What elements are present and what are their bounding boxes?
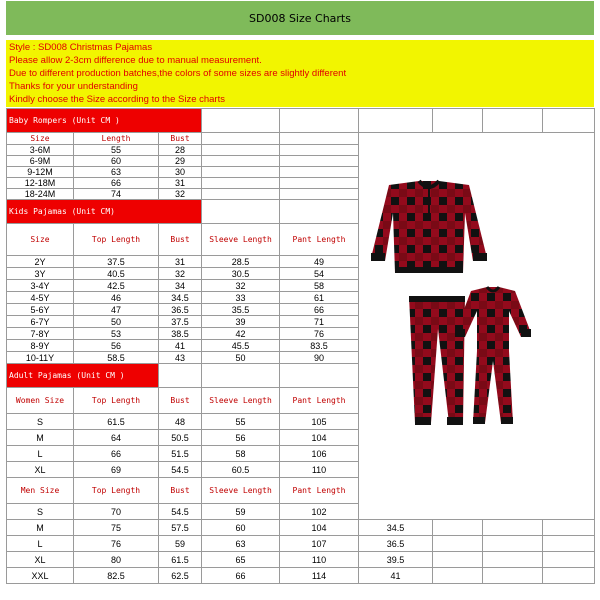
empty-cell <box>202 178 280 189</box>
table-cell: 36.5 <box>359 536 433 552</box>
table-cell: 50 <box>74 316 159 328</box>
table-cell: 47 <box>74 304 159 316</box>
table-cell: 59 <box>159 536 202 552</box>
size-label: L <box>7 446 74 462</box>
notes-box <box>6 40 594 107</box>
table-cell: 34.5 <box>359 520 433 536</box>
size-label: 5-6Y <box>7 304 74 316</box>
table-cell: 82.5 <box>74 568 159 584</box>
table-cell: 60 <box>202 520 280 536</box>
table-cell: 37.5 <box>159 316 202 328</box>
size-label: L <box>7 536 74 552</box>
table-cell: 66 <box>202 568 280 584</box>
note-line: Due to different production batches,the colors of some sizes are slightly different <box>9 68 347 79</box>
table-cell: 56 <box>202 430 280 446</box>
table-cell: 114 <box>280 568 359 584</box>
size-label: S <box>7 414 74 430</box>
empty-cell <box>280 178 359 189</box>
section-header-kids: Kids Pajamas (Unit CM) <box>7 200 202 224</box>
table-cell: 110 <box>280 462 359 478</box>
empty-cell <box>543 568 595 584</box>
column-header: Bust <box>159 224 202 256</box>
empty-cell <box>280 133 359 145</box>
empty-cell <box>280 167 359 178</box>
size-label: XL <box>7 462 74 478</box>
table-cell: 75 <box>74 520 159 536</box>
empty-cell <box>280 200 359 224</box>
table-cell: 56 <box>74 340 159 352</box>
table-cell: 32 <box>159 189 202 200</box>
empty-cell <box>202 189 280 200</box>
table-row <box>7 109 595 133</box>
empty-cell <box>483 552 543 568</box>
table-cell: 41 <box>359 568 433 584</box>
size-label: M <box>7 430 74 446</box>
adult-pants <box>409 296 465 425</box>
empty-cell <box>280 189 359 200</box>
size-label: 12-18M <box>7 178 74 189</box>
empty-cell <box>543 536 595 552</box>
table-cell: 35.5 <box>202 304 280 316</box>
table-cell: 58 <box>280 280 359 292</box>
column-header: Size <box>7 224 74 256</box>
table-cell: 61 <box>280 292 359 304</box>
baby-romper <box>455 287 531 424</box>
table-cell: 39 <box>202 316 280 328</box>
table-cell: 37.5 <box>74 256 159 268</box>
size-label: 3-6M <box>7 145 74 156</box>
section-header-baby: Baby Rompers (Unit CM ) <box>7 109 202 133</box>
empty-cell <box>280 364 359 388</box>
empty-cell <box>433 552 483 568</box>
table-cell: 54.5 <box>159 504 202 520</box>
section-header-adult: Adult Pajamas (Unit CM ) <box>7 364 159 388</box>
size-label: 2Y <box>7 256 74 268</box>
table-cell: 50.5 <box>159 430 202 446</box>
empty-cell <box>280 145 359 156</box>
table-cell: 74 <box>74 189 159 200</box>
plaid-pajama-icon <box>359 133 544 433</box>
table-cell: 63 <box>74 167 159 178</box>
empty-cell <box>543 109 595 133</box>
table-cell: 30.5 <box>202 268 280 280</box>
table-cell: 33 <box>202 292 280 304</box>
table-cell: 28 <box>159 145 202 156</box>
table-cell: 110 <box>280 552 359 568</box>
empty-cell <box>543 552 595 568</box>
column-header: Pant Length <box>280 388 359 414</box>
table-cell: 66 <box>74 178 159 189</box>
table-cell: 42.5 <box>74 280 159 292</box>
size-chart-table <box>6 108 595 584</box>
size-label: 3Y <box>7 268 74 280</box>
column-header: Bust <box>159 388 202 414</box>
table-cell: 71 <box>280 316 359 328</box>
empty-cell <box>543 520 595 536</box>
note-line: Please allow 2-3cm difference due to manual measurement. <box>9 55 262 66</box>
table-cell: 58 <box>202 446 280 462</box>
table-cell: 50 <box>202 352 280 364</box>
empty-cell <box>202 133 280 145</box>
column-header: Sleeve Length <box>202 478 280 504</box>
size-label: XL <box>7 552 74 568</box>
table-cell: 83.5 <box>280 340 359 352</box>
empty-cell <box>433 520 483 536</box>
table-cell: 57.5 <box>159 520 202 536</box>
note-line: Kindly choose the Size according to the Size charts <box>9 94 225 105</box>
table-cell: 39.5 <box>359 552 433 568</box>
table-cell: 64 <box>74 430 159 446</box>
table-cell: 53 <box>74 328 159 340</box>
table-cell: 41 <box>159 340 202 352</box>
table-cell: 70 <box>74 504 159 520</box>
table-cell: 105 <box>280 414 359 430</box>
table-cell: 32 <box>159 268 202 280</box>
product-photo <box>359 133 595 520</box>
table-cell: 61.5 <box>159 552 202 568</box>
table-row <box>7 536 595 552</box>
column-header: Pant Length <box>280 478 359 504</box>
table-cell: 107 <box>280 536 359 552</box>
empty-cell <box>159 364 202 388</box>
table-cell: 45.5 <box>202 340 280 352</box>
column-header: Sleeve Length <box>202 388 280 414</box>
empty-cell <box>433 109 483 133</box>
size-label: XXL <box>7 568 74 584</box>
table-cell: 66 <box>280 304 359 316</box>
table-cell: 104 <box>280 520 359 536</box>
column-header: Length <box>74 133 159 145</box>
table-row <box>7 568 595 584</box>
table-cell: 40.5 <box>74 268 159 280</box>
adult-top <box>371 181 487 273</box>
note-line: Style : SD008 Christmas Pajamas <box>9 42 153 53</box>
table-cell: 58.5 <box>74 352 159 364</box>
table-cell: 28.5 <box>202 256 280 268</box>
size-label: 4-5Y <box>7 292 74 304</box>
table-cell: 34 <box>159 280 202 292</box>
size-label: 9-12M <box>7 167 74 178</box>
table-cell: 69 <box>74 462 159 478</box>
empty-cell <box>483 536 543 552</box>
table-cell: 51.5 <box>159 446 202 462</box>
table-cell: 102 <box>280 504 359 520</box>
empty-cell <box>483 109 543 133</box>
column-header: Bust <box>159 478 202 504</box>
empty-cell <box>202 109 280 133</box>
table-cell: 31 <box>159 256 202 268</box>
table-cell: 31 <box>159 178 202 189</box>
table-cell: 63 <box>202 536 280 552</box>
table-cell: 65 <box>202 552 280 568</box>
table-row <box>7 520 595 536</box>
size-label: 10-11Y <box>7 352 74 364</box>
table-row <box>7 552 595 568</box>
empty-cell <box>202 145 280 156</box>
table-cell: 60.5 <box>202 462 280 478</box>
column-header: Top Length <box>74 224 159 256</box>
column-header: Top Length <box>74 478 159 504</box>
table-cell: 62.5 <box>159 568 202 584</box>
table-cell: 104 <box>280 430 359 446</box>
table-cell: 38.5 <box>159 328 202 340</box>
table-cell: 32 <box>202 280 280 292</box>
table-cell: 29 <box>159 156 202 167</box>
empty-cell <box>359 109 433 133</box>
size-label: 18-24M <box>7 189 74 200</box>
table-cell: 55 <box>202 414 280 430</box>
column-header: Women Size <box>7 388 74 414</box>
table-cell: 54 <box>280 268 359 280</box>
size-label: 7-8Y <box>7 328 74 340</box>
table-cell: 80 <box>74 552 159 568</box>
table-cell: 60 <box>74 156 159 167</box>
table-cell: 43 <box>159 352 202 364</box>
table-cell: 48 <box>159 414 202 430</box>
empty-cell <box>433 568 483 584</box>
table-cell: 49 <box>280 256 359 268</box>
size-label: 3-4Y <box>7 280 74 292</box>
table-cell: 55 <box>74 145 159 156</box>
table-cell: 59 <box>202 504 280 520</box>
page-title: SD008 Size Charts <box>6 1 594 35</box>
empty-cell <box>483 520 543 536</box>
table-cell: 66 <box>74 446 159 462</box>
column-header: Bust <box>159 133 202 145</box>
column-header: Top Length <box>74 388 159 414</box>
table-cell: 34.5 <box>159 292 202 304</box>
table-cell: 46 <box>74 292 159 304</box>
table-cell: 54.5 <box>159 462 202 478</box>
table-cell: 76 <box>74 536 159 552</box>
empty-cell <box>202 200 280 224</box>
empty-cell <box>433 536 483 552</box>
size-label: 8-9Y <box>7 340 74 352</box>
table-cell: 61.5 <box>74 414 159 430</box>
empty-cell <box>280 156 359 167</box>
table-cell: 90 <box>280 352 359 364</box>
size-label: M <box>7 520 74 536</box>
empty-cell <box>483 568 543 584</box>
size-label: S <box>7 504 74 520</box>
empty-cell <box>202 364 280 388</box>
size-label: 6-7Y <box>7 316 74 328</box>
empty-cell <box>202 167 280 178</box>
table-cell: 30 <box>159 167 202 178</box>
column-header: Men Size <box>7 478 74 504</box>
table-cell: 76 <box>280 328 359 340</box>
column-header: Size <box>7 133 74 145</box>
table-cell: 106 <box>280 446 359 462</box>
column-header: Sleeve Length <box>202 224 280 256</box>
table-cell: 36.5 <box>159 304 202 316</box>
empty-cell <box>280 109 359 133</box>
table-cell: 42 <box>202 328 280 340</box>
column-header: Pant Length <box>280 224 359 256</box>
table-row <box>7 133 595 145</box>
empty-cell <box>202 156 280 167</box>
note-line: Thanks for your understanding <box>9 81 138 92</box>
size-label: 6-9M <box>7 156 74 167</box>
